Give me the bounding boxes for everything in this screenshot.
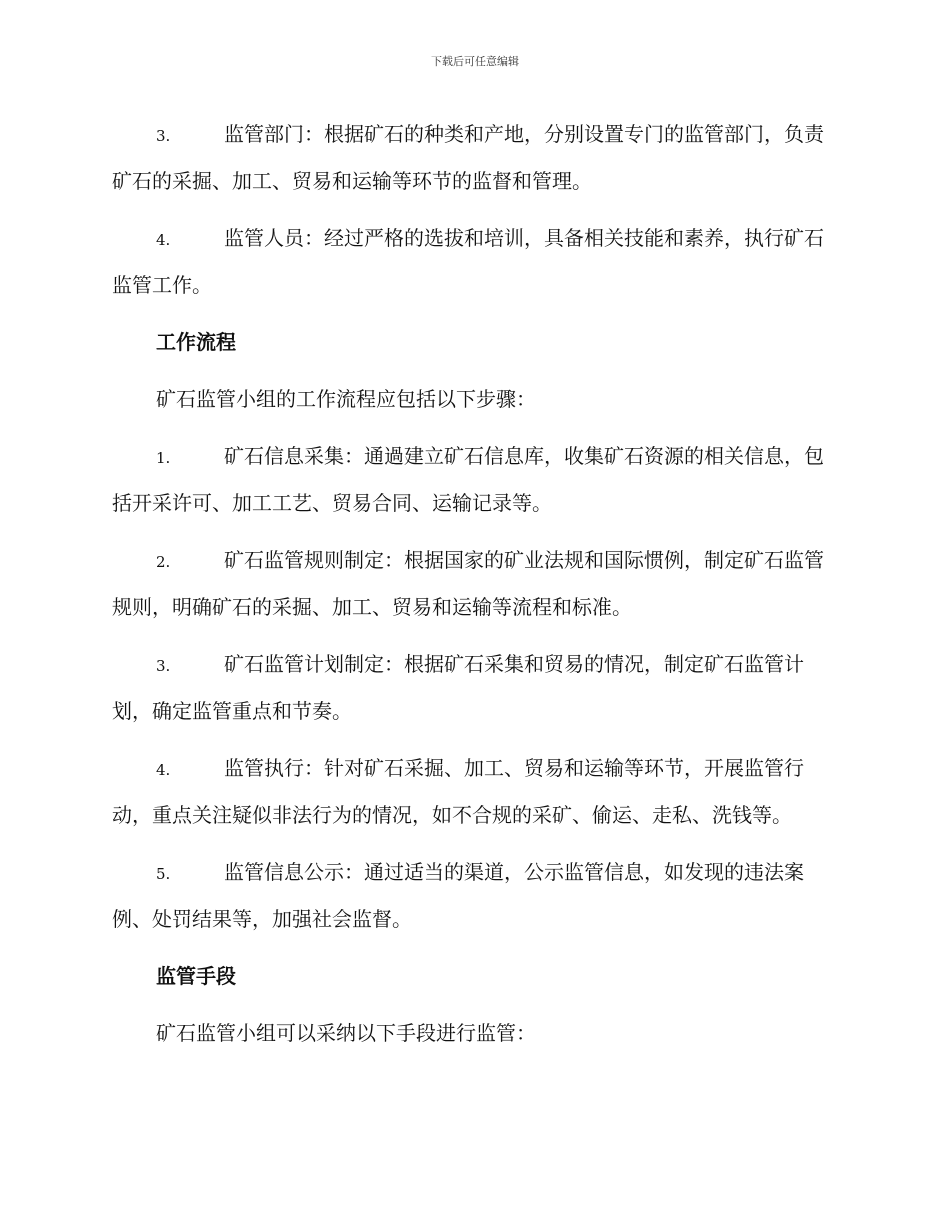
list-item [112,642,834,734]
list-item-number: 3. [156,127,171,145]
list-item [112,112,834,204]
list-item-number: 5. [156,865,171,883]
list-item [112,216,834,308]
list-item-number: 3. [156,657,171,675]
list-item [112,538,834,630]
page-header: 下载后可任意编辑 [431,55,519,68]
list-item-number: 1. [156,449,171,467]
section-heading-means: 监管手段 [156,964,236,988]
list-item-number: 2. [156,553,171,571]
list-item-text: 监管执行：针对矿石采掘、加工、贸易和运输等环节，开展监管行动，重点关注疑似非法行为的情况，如不合规的采矿、偷运、走私、洗钱等。 [112,756,804,827]
list-item-number: 4. [156,231,171,249]
list-item [112,746,834,838]
document-body [112,112,834,1068]
list-item [112,850,834,942]
list-item-text: 矿石信息采集：通過建立矿石信息库，收集矿石资源的相关信息，包括开采许可、加工工艺、贸易合同、运输记录等。 [112,444,824,515]
section-heading-workflow: 工作流程 [156,330,236,354]
list-item-number: 4. [156,761,171,779]
list-item-text: 监管信息公示：通过适当的渠道，公示监管信息，如发现的违法案例、处罚结果等，加强社会监督。 [112,860,804,931]
workflow-intro: 矿石监管小组的工作流程应包括以下步骤： [156,387,536,411]
list-item-text: 监管部门：根据矿石的种类和产地，分别设置专门的监管部门，负责矿石的采掘、加工、贸易和运输等环节的监督和管理。 [112,122,824,193]
list-item [112,434,834,526]
means-intro: 矿石监管小组可以采纳以下手段进行监管： [156,1021,536,1045]
list-item-text: 监管人员：经过严格的选拔和培训，具备相关技能和素养，执行矿石监管工作。 [112,226,824,297]
list-item-text: 矿石监管规则制定：根据国家的矿业法规和国际惯例，制定矿石监管规则，明确矿石的采掘、加工、贸易和运输等流程和标准。 [112,548,824,619]
list-item-text: 矿石监管计划制定：根据矿石采集和贸易的情况，制定矿石监管计划，确定监管重点和节奏。 [112,652,804,723]
